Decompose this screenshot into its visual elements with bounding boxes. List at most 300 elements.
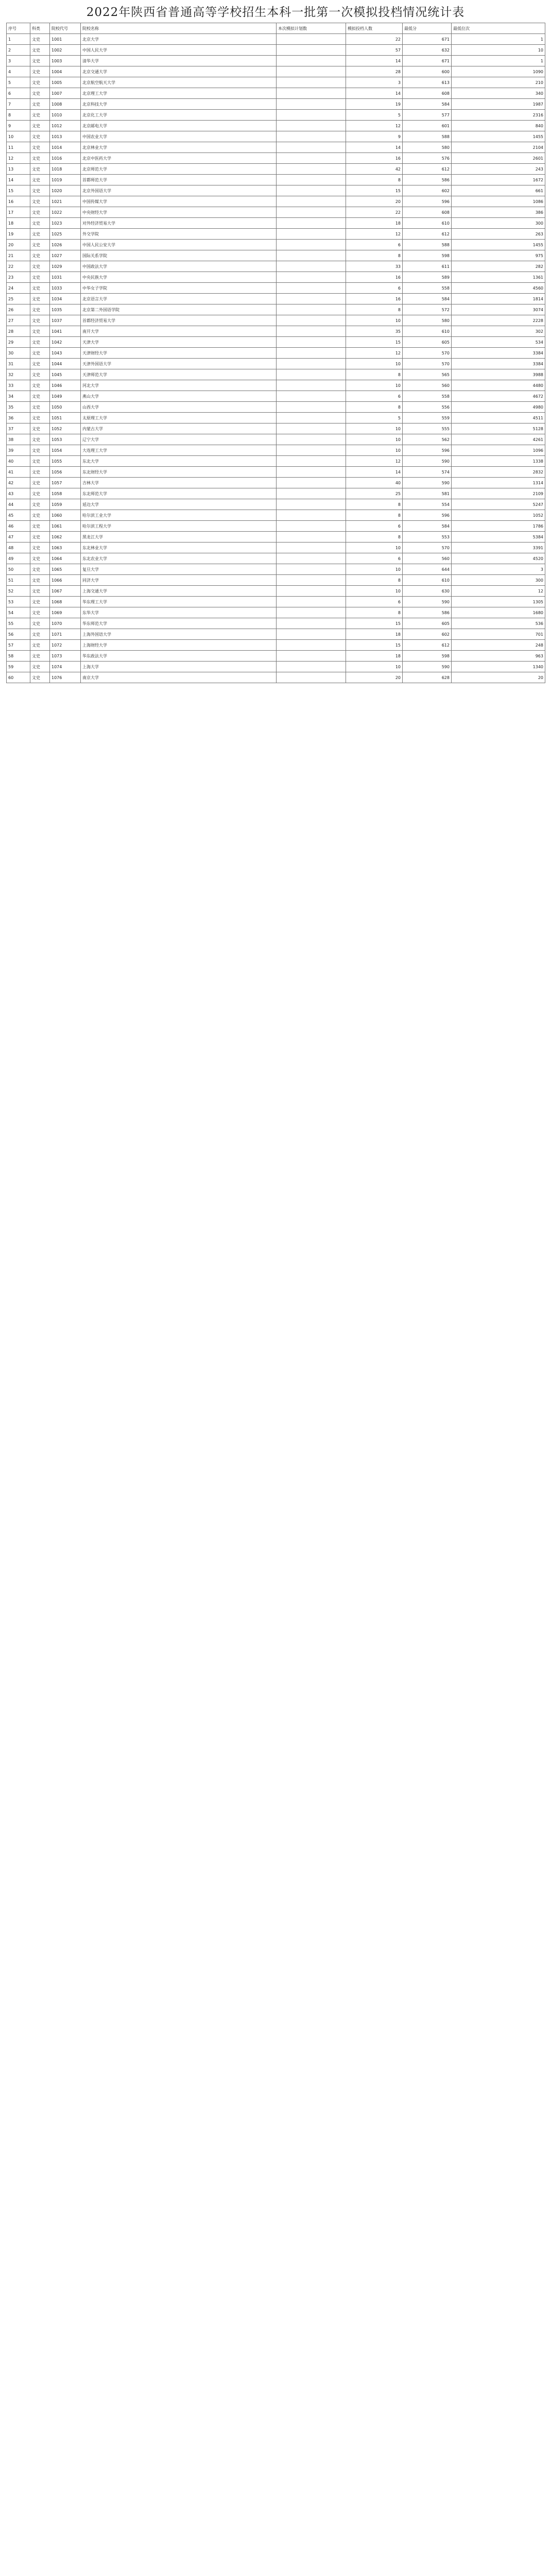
cell-min-rank: 4261 (452, 434, 545, 445)
cell-category: 文史 (30, 294, 50, 304)
cell-school-code: 1020 (50, 185, 81, 196)
cell-min-score: 605 (403, 337, 452, 348)
header-category: 科类 (30, 23, 50, 34)
cell-min-rank: 300 (452, 218, 545, 229)
cell-plan-count (277, 640, 346, 651)
cell-school-code: 1003 (50, 56, 81, 66)
cell-school-code: 1071 (50, 629, 81, 640)
cell-school-name: 北京化工大学 (81, 110, 277, 121)
table-row (7, 467, 545, 478)
cell-seq: 58 (7, 651, 30, 662)
cell-min-rank: 3074 (452, 304, 545, 315)
cell-school-name: 东华大学 (81, 607, 277, 618)
page-title: 2022年陕西省普通高等学校招生本科一批第一次模拟投档情况统计表 (86, 6, 465, 19)
cell-category: 文史 (30, 326, 50, 337)
cell-min-score: 556 (403, 402, 452, 413)
cell-plan-count (277, 499, 346, 510)
cell-admitted-count: 14 (346, 88, 403, 99)
cell-category: 文史 (30, 640, 50, 651)
table-header-row (7, 23, 545, 34)
cell-category: 文史 (30, 207, 50, 218)
cell-seq: 24 (7, 283, 30, 294)
cell-admitted-count: 15 (346, 618, 403, 629)
cell-plan-count (277, 283, 346, 294)
table-row (7, 337, 545, 348)
header-admitted-count: 模拟投档人数 (346, 23, 403, 34)
cell-plan-count (277, 532, 346, 543)
cell-plan-count (277, 521, 346, 532)
cell-school-name: 山西大学 (81, 402, 277, 413)
cell-school-code: 1063 (50, 543, 81, 553)
cell-min-score: 588 (403, 131, 452, 142)
cell-admitted-count: 10 (346, 380, 403, 391)
table-row (7, 34, 545, 45)
table-row (7, 142, 545, 153)
cell-school-name: 中国人民公安大学 (81, 240, 277, 250)
cell-admitted-count: 33 (346, 261, 403, 272)
cell-category: 文史 (30, 467, 50, 478)
cell-school-code: 1013 (50, 131, 81, 142)
cell-category: 文史 (30, 153, 50, 164)
cell-category: 文史 (30, 434, 50, 445)
table-row (7, 629, 545, 640)
cell-school-code: 1008 (50, 99, 81, 110)
cell-plan-count (277, 261, 346, 272)
cell-school-name: 首都经济贸易大学 (81, 315, 277, 326)
cell-plan-count (277, 34, 346, 45)
table-row (7, 185, 545, 196)
cell-min-rank: 248 (452, 640, 545, 651)
cell-school-name: 南京大学 (81, 672, 277, 683)
cell-min-rank: 3988 (452, 369, 545, 380)
cell-min-score: 671 (403, 34, 452, 45)
cell-plan-count (277, 391, 346, 402)
cell-seq: 18 (7, 218, 30, 229)
cell-category: 文史 (30, 488, 50, 499)
cell-category: 文史 (30, 575, 50, 586)
cell-plan-count (277, 467, 346, 478)
cell-min-score: 590 (403, 597, 452, 607)
table-row (7, 164, 545, 175)
cell-school-name: 东北师范大学 (81, 488, 277, 499)
cell-min-score: 565 (403, 369, 452, 380)
cell-school-name: 北京外国语大学 (81, 185, 277, 196)
cell-plan-count (277, 326, 346, 337)
admission-table-wrapper (6, 23, 545, 683)
cell-school-code: 1044 (50, 359, 81, 369)
cell-min-rank: 5384 (452, 532, 545, 543)
cell-plan-count (277, 651, 346, 662)
cell-school-code: 1067 (50, 586, 81, 597)
cell-admitted-count: 14 (346, 142, 403, 153)
cell-min-score: 560 (403, 380, 452, 391)
cell-min-score: 576 (403, 153, 452, 164)
cell-plan-count (277, 662, 346, 672)
table-row (7, 553, 545, 564)
cell-seq: 47 (7, 532, 30, 543)
cell-school-code: 1018 (50, 164, 81, 175)
table-row (7, 380, 545, 391)
cell-school-name: 天津大学 (81, 337, 277, 348)
cell-min-score: 586 (403, 175, 452, 185)
cell-admitted-count: 35 (346, 326, 403, 337)
cell-school-name: 首都师范大学 (81, 175, 277, 185)
cell-school-code: 1034 (50, 294, 81, 304)
cell-admitted-count: 10 (346, 315, 403, 326)
cell-school-code: 1010 (50, 110, 81, 121)
cell-seq: 46 (7, 521, 30, 532)
cell-min-rank: 963 (452, 651, 545, 662)
cell-plan-count (277, 142, 346, 153)
cell-category: 文史 (30, 77, 50, 88)
cell-category: 文史 (30, 56, 50, 66)
cell-school-code: 1073 (50, 651, 81, 662)
cell-admitted-count: 10 (346, 434, 403, 445)
cell-school-name: 燕山大学 (81, 391, 277, 402)
cell-plan-count (277, 185, 346, 196)
cell-school-code: 1016 (50, 153, 81, 164)
cell-min-rank: 2228 (452, 315, 545, 326)
cell-min-rank: 1086 (452, 196, 545, 207)
cell-school-name: 同济大学 (81, 575, 277, 586)
cell-school-name: 天津财经大学 (81, 348, 277, 359)
cell-admitted-count: 8 (346, 575, 403, 586)
cell-min-score: 611 (403, 261, 452, 272)
cell-min-rank: 210 (452, 77, 545, 88)
cell-category: 文史 (30, 510, 50, 521)
cell-school-code: 1031 (50, 272, 81, 283)
cell-school-name: 河北大学 (81, 380, 277, 391)
cell-school-code: 1072 (50, 640, 81, 651)
cell-plan-count (277, 121, 346, 131)
cell-category: 文史 (30, 99, 50, 110)
cell-seq: 28 (7, 326, 30, 337)
cell-admitted-count: 28 (346, 66, 403, 77)
cell-min-score: 581 (403, 488, 452, 499)
cell-school-code: 1012 (50, 121, 81, 131)
cell-school-code: 1035 (50, 304, 81, 315)
cell-plan-count (277, 304, 346, 315)
cell-min-rank: 1680 (452, 607, 545, 618)
cell-category: 文史 (30, 131, 50, 142)
cell-school-name: 北京大学 (81, 34, 277, 45)
cell-seq: 54 (7, 607, 30, 618)
cell-plan-count (277, 380, 346, 391)
cell-min-rank: 2104 (452, 142, 545, 153)
cell-seq: 52 (7, 586, 30, 597)
cell-min-score: 596 (403, 196, 452, 207)
cell-school-name: 大连理工大学 (81, 445, 277, 456)
table-row (7, 575, 545, 586)
cell-category: 文史 (30, 391, 50, 402)
table-row (7, 391, 545, 402)
cell-school-name: 北京语言大学 (81, 294, 277, 304)
cell-admitted-count: 20 (346, 672, 403, 683)
cell-admitted-count: 8 (346, 250, 403, 261)
cell-seq: 25 (7, 294, 30, 304)
cell-plan-count (277, 575, 346, 586)
cell-min-score: 612 (403, 164, 452, 175)
cell-seq: 37 (7, 423, 30, 434)
cell-min-score: 580 (403, 142, 452, 153)
cell-seq: 11 (7, 142, 30, 153)
cell-min-rank: 4560 (452, 283, 545, 294)
cell-admitted-count: 8 (346, 510, 403, 521)
cell-category: 文史 (30, 66, 50, 77)
cell-admitted-count: 9 (346, 131, 403, 142)
cell-admitted-count: 14 (346, 467, 403, 478)
cell-school-name: 东北财经大学 (81, 467, 277, 478)
table-row (7, 283, 545, 294)
cell-min-score: 586 (403, 607, 452, 618)
cell-admitted-count: 10 (346, 543, 403, 553)
cell-min-score: 572 (403, 304, 452, 315)
cell-min-score: 602 (403, 629, 452, 640)
cell-plan-count (277, 413, 346, 423)
cell-category: 文史 (30, 662, 50, 672)
table-row (7, 640, 545, 651)
cell-school-code: 1054 (50, 445, 81, 456)
cell-school-name: 外交学院 (81, 229, 277, 240)
table-row (7, 597, 545, 607)
cell-seq: 43 (7, 488, 30, 499)
cell-plan-count (277, 672, 346, 683)
cell-admitted-count: 6 (346, 521, 403, 532)
table-row (7, 261, 545, 272)
cell-school-code: 1055 (50, 456, 81, 467)
cell-plan-count (277, 272, 346, 283)
cell-min-rank: 243 (452, 164, 545, 175)
table-row (7, 359, 545, 369)
cell-school-name: 天津师范大学 (81, 369, 277, 380)
cell-min-score: 608 (403, 207, 452, 218)
cell-school-code: 1001 (50, 34, 81, 45)
cell-category: 文史 (30, 651, 50, 662)
cell-category: 文史 (30, 261, 50, 272)
cell-min-rank: 263 (452, 229, 545, 240)
header-min-score: 最低分 (403, 23, 452, 34)
cell-category: 文史 (30, 175, 50, 185)
cell-school-code: 1050 (50, 402, 81, 413)
cell-seq: 12 (7, 153, 30, 164)
cell-admitted-count: 3 (346, 77, 403, 88)
cell-admitted-count: 8 (346, 304, 403, 315)
table-row (7, 445, 545, 456)
cell-plan-count (277, 434, 346, 445)
cell-admitted-count: 6 (346, 240, 403, 250)
cell-seq: 17 (7, 207, 30, 218)
table-row (7, 315, 545, 326)
cell-school-code: 1025 (50, 229, 81, 240)
cell-category: 文史 (30, 34, 50, 45)
cell-admitted-count: 8 (346, 499, 403, 510)
cell-seq: 33 (7, 380, 30, 391)
cell-category: 文史 (30, 142, 50, 153)
cell-school-code: 1043 (50, 348, 81, 359)
cell-plan-count (277, 337, 346, 348)
cell-min-rank: 4980 (452, 402, 545, 413)
cell-min-score: 613 (403, 77, 452, 88)
cell-seq: 4 (7, 66, 30, 77)
cell-school-name: 上海外国语大学 (81, 629, 277, 640)
cell-admitted-count: 12 (346, 229, 403, 240)
cell-plan-count (277, 110, 346, 121)
cell-school-name: 中国传媒大学 (81, 196, 277, 207)
table-row (7, 196, 545, 207)
cell-admitted-count: 8 (346, 532, 403, 543)
cell-min-score: 590 (403, 662, 452, 672)
cell-seq: 3 (7, 56, 30, 66)
table-row (7, 66, 545, 77)
table-row (7, 488, 545, 499)
table-row (7, 618, 545, 629)
cell-admitted-count: 12 (346, 456, 403, 467)
cell-admitted-count: 18 (346, 651, 403, 662)
cell-seq: 5 (7, 77, 30, 88)
cell-school-name: 黑龙江大学 (81, 532, 277, 543)
cell-seq: 36 (7, 413, 30, 423)
cell-seq: 39 (7, 445, 30, 456)
cell-seq: 59 (7, 662, 30, 672)
cell-min-rank: 3384 (452, 348, 545, 359)
cell-school-code: 1065 (50, 564, 81, 575)
cell-min-rank: 2316 (452, 110, 545, 121)
cell-seq: 26 (7, 304, 30, 315)
cell-min-rank: 2601 (452, 153, 545, 164)
cell-min-score: 570 (403, 359, 452, 369)
cell-category: 文史 (30, 88, 50, 99)
cell-category: 文史 (30, 456, 50, 467)
cell-school-name: 南开大学 (81, 326, 277, 337)
cell-seq: 45 (7, 510, 30, 521)
cell-plan-count (277, 359, 346, 369)
cell-school-name: 中国农业大学 (81, 131, 277, 142)
cell-admitted-count: 10 (346, 359, 403, 369)
cell-plan-count (277, 294, 346, 304)
cell-admitted-count: 5 (346, 413, 403, 423)
table-row (7, 45, 545, 56)
cell-plan-count (277, 77, 346, 88)
cell-min-score: 589 (403, 272, 452, 283)
cell-school-name: 东北林业大学 (81, 543, 277, 553)
cell-min-score: 562 (403, 434, 452, 445)
table-row (7, 478, 545, 488)
cell-plan-count (277, 99, 346, 110)
cell-school-name: 哈尔滨工业大学 (81, 510, 277, 521)
cell-category: 文史 (30, 337, 50, 348)
cell-min-score: 632 (403, 45, 452, 56)
cell-admitted-count: 6 (346, 553, 403, 564)
cell-min-score: 671 (403, 56, 452, 66)
cell-school-code: 1022 (50, 207, 81, 218)
cell-school-name: 华东师范大学 (81, 618, 277, 629)
admission-table (6, 23, 545, 683)
cell-min-rank: 302 (452, 326, 545, 337)
table-row (7, 434, 545, 445)
cell-admitted-count: 42 (346, 164, 403, 175)
cell-plan-count (277, 586, 346, 597)
cell-min-rank: 840 (452, 121, 545, 131)
cell-min-rank: 975 (452, 250, 545, 261)
cell-plan-count (277, 618, 346, 629)
cell-school-name: 中国人民大学 (81, 45, 277, 56)
cell-min-rank: 1052 (452, 510, 545, 521)
cell-plan-count (277, 250, 346, 261)
cell-plan-count (277, 369, 346, 380)
cell-admitted-count: 6 (346, 391, 403, 402)
table-row (7, 77, 545, 88)
cell-plan-count (277, 445, 346, 456)
cell-category: 文史 (30, 607, 50, 618)
cell-admitted-count: 22 (346, 34, 403, 45)
cell-school-name: 北京科技大学 (81, 99, 277, 110)
cell-min-rank: 1340 (452, 662, 545, 672)
cell-admitted-count: 25 (346, 488, 403, 499)
cell-admitted-count: 57 (346, 45, 403, 56)
header-plan-count: 本次模拟计划数 (277, 23, 346, 34)
cell-school-code: 1029 (50, 261, 81, 272)
cell-plan-count (277, 56, 346, 66)
cell-min-score: 555 (403, 423, 452, 434)
table-row (7, 99, 545, 110)
cell-admitted-count: 8 (346, 607, 403, 618)
table-row (7, 175, 545, 185)
cell-min-score: 598 (403, 651, 452, 662)
cell-school-code: 1023 (50, 218, 81, 229)
cell-admitted-count: 8 (346, 369, 403, 380)
cell-admitted-count: 12 (346, 348, 403, 359)
cell-category: 文史 (30, 629, 50, 640)
cell-min-rank: 1305 (452, 597, 545, 607)
cell-school-code: 1074 (50, 662, 81, 672)
cell-min-score: 580 (403, 315, 452, 326)
cell-school-name: 吉林大学 (81, 478, 277, 488)
cell-min-rank: 1672 (452, 175, 545, 185)
cell-school-code: 1014 (50, 142, 81, 153)
cell-min-rank: 1455 (452, 240, 545, 250)
table-row (7, 510, 545, 521)
cell-seq: 56 (7, 629, 30, 640)
cell-school-name: 北京交通大学 (81, 66, 277, 77)
cell-min-score: 598 (403, 250, 452, 261)
cell-plan-count (277, 607, 346, 618)
cell-seq: 60 (7, 672, 30, 683)
table-row (7, 229, 545, 240)
cell-min-score: 602 (403, 185, 452, 196)
cell-admitted-count: 18 (346, 218, 403, 229)
cell-plan-count (277, 488, 346, 499)
cell-school-code: 1046 (50, 380, 81, 391)
cell-min-rank: 2832 (452, 467, 545, 478)
cell-category: 文史 (30, 218, 50, 229)
table-row (7, 651, 545, 662)
cell-plan-count (277, 629, 346, 640)
table-row (7, 423, 545, 434)
cell-min-score: 596 (403, 445, 452, 456)
cell-seq: 20 (7, 240, 30, 250)
cell-school-code: 1027 (50, 250, 81, 261)
cell-category: 文史 (30, 423, 50, 434)
cell-category: 文史 (30, 543, 50, 553)
cell-min-rank: 3384 (452, 359, 545, 369)
cell-min-rank: 4672 (452, 391, 545, 402)
table-row (7, 662, 545, 672)
cell-min-rank: 1361 (452, 272, 545, 283)
cell-min-score: 601 (403, 121, 452, 131)
cell-min-score: 584 (403, 521, 452, 532)
cell-seq: 21 (7, 250, 30, 261)
cell-school-code: 1052 (50, 423, 81, 434)
